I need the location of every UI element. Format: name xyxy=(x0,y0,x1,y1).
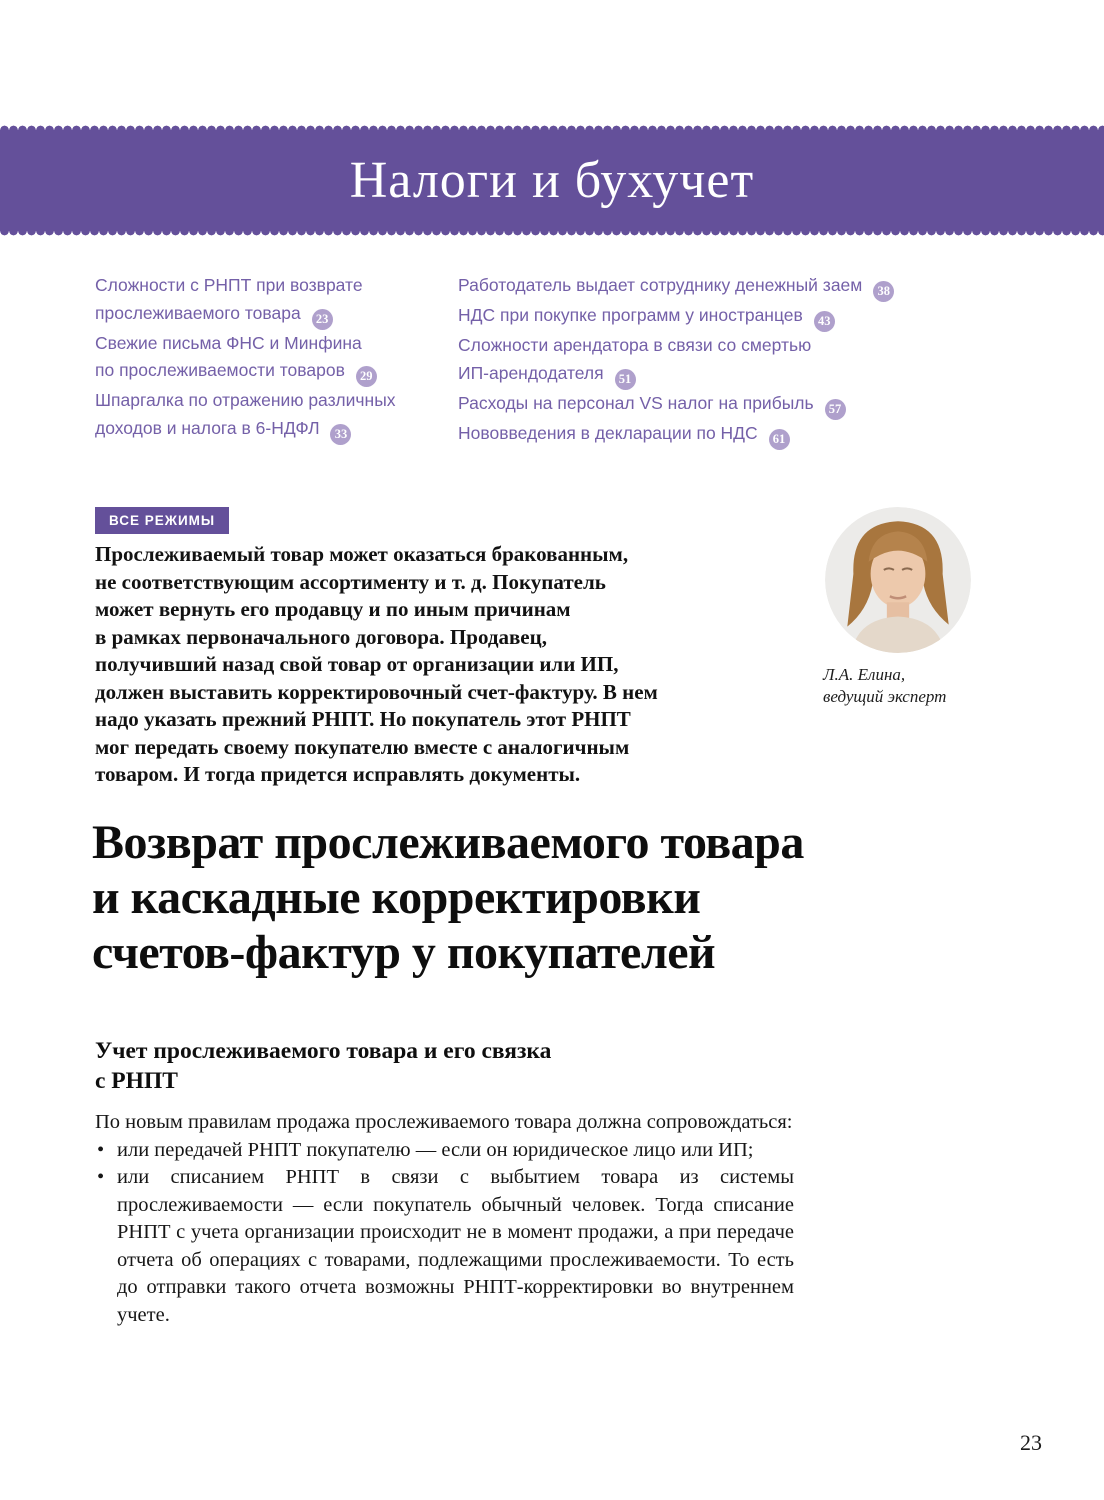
toc-item[interactable] xyxy=(95,330,445,388)
article-title-line: счетов-фактур у покупателей xyxy=(92,926,716,979)
author-caption xyxy=(823,664,1013,708)
lead-line: может вернуть его продавцу и по иным причинам xyxy=(95,597,571,621)
section-title: Налоги и бухучет xyxy=(349,152,755,209)
toc-item-text: прослеживаемого товара xyxy=(95,302,301,323)
toc-item-text: Шпаргалка по отражению различных xyxy=(95,390,396,410)
section-heading-line: с РНПТ xyxy=(95,1068,178,1094)
body-bullet-item: • или передачей РНПТ покупателю — если он юридическое лицо или ИП; xyxy=(95,1137,794,1165)
page-badge: 38 xyxy=(873,281,894,302)
toc-item[interactable] xyxy=(95,272,445,330)
page-badge: 43 xyxy=(814,311,835,332)
page-badge: 51 xyxy=(615,369,636,390)
toc-item-text: по прослеживаемости товаров xyxy=(95,360,345,380)
author-block xyxy=(823,507,1013,708)
toc-item-text: Сложности арендатора в связи со смертью xyxy=(458,335,812,355)
article-title xyxy=(92,815,1072,980)
author-portrait-photo xyxy=(825,507,971,653)
perforated-edge-top xyxy=(0,122,1104,130)
author-name: Л.А. Елина, xyxy=(823,665,906,684)
page-number: 23 xyxy=(1020,1430,1042,1455)
page-badge: 29 xyxy=(356,366,377,387)
body-paragraph: По новым правилам продажа прослеживаемого товара должна сопровождаться: xyxy=(95,1111,793,1133)
lead-line: не соответствующим ассортименту и т. д. Покупатель xyxy=(95,569,606,594)
article-title-line: и каскадные корректировки xyxy=(92,871,701,924)
section-header-band-solid xyxy=(0,130,1104,231)
toc-item-text: Нововведения в декларации по НДС xyxy=(458,422,758,443)
lead-line: товаром. И тогда придется исправлять документы. xyxy=(95,762,581,786)
perforated-edge-bottom xyxy=(0,231,1104,239)
section-header-band xyxy=(0,122,1104,239)
page-badge: 33 xyxy=(330,424,351,445)
toc-item-text: ИП-арендодателя xyxy=(458,362,604,383)
author-role: ведущий эксперт xyxy=(823,687,947,706)
page-badge: 61 xyxy=(769,429,790,450)
toc-column-left xyxy=(95,272,445,445)
page-badge: 57 xyxy=(825,399,846,420)
section-heading xyxy=(95,1036,795,1096)
toc-item[interactable] xyxy=(95,387,445,445)
body-bullet-list xyxy=(95,1137,794,1330)
toc-item[interactable] xyxy=(458,420,898,450)
lead-line: должен выставить корректировочный счет-фактуру. В нем xyxy=(95,679,658,704)
lead-line: мог передать своему покупателю вместе с аналогичным xyxy=(95,734,630,759)
toc-item[interactable] xyxy=(458,332,898,390)
toc-item-text: НДС при покупке программ у иностранцев xyxy=(458,305,803,325)
article-body xyxy=(95,1109,794,1329)
toc-item-text: Сложности с РНПТ при возврате xyxy=(95,275,363,295)
toc-item[interactable] xyxy=(458,302,898,332)
toc-item-text: Свежие письма ФНС и Минфина xyxy=(95,332,362,353)
page-badge: 23 xyxy=(312,309,333,330)
body-bullet-item: • или списанием РНПТ в связи с выбытием товара из системы прослеживаемости — если покупатель обычный человек. Тогда списание РНПТ с учета организации происходит не в момент продажи, а при передаче отчета об операциях с товарами, подлежащими прослеживаемости. То есть до отправки такого отчета возможны РНПТ-корректировки во внутреннем учете. xyxy=(95,1164,794,1329)
lead-line: получивший назад свой товар от организации или ИП, xyxy=(95,652,619,676)
section-heading-line: Учет прослеживаемого товара и его связка xyxy=(95,1038,552,1064)
article-title-line: Возврат прослеживаемого товара xyxy=(92,816,804,869)
tax-regime-badge: ВСЕ РЕЖИМЫ xyxy=(95,507,229,534)
lead-line: в рамках первоначального договора. Продавец, xyxy=(95,624,547,649)
lead-line: надо указать прежний РНПТ. Но покупатель этот РНПТ xyxy=(95,707,631,731)
toc-item-text: Работодатель выдает сотруднику денежный заем xyxy=(458,275,863,295)
toc-item[interactable] xyxy=(458,272,898,302)
toc-item-text: Расходы на персонал VS налог на прибыль xyxy=(458,392,814,413)
toc-item[interactable] xyxy=(458,390,898,420)
lead-line: Прослеживаемый товар может оказаться бракованным, xyxy=(95,542,629,566)
toc-column-right xyxy=(458,272,898,450)
toc-item-text: доходов и налога в 6-НДФЛ xyxy=(95,417,320,438)
article-lead xyxy=(95,541,815,789)
